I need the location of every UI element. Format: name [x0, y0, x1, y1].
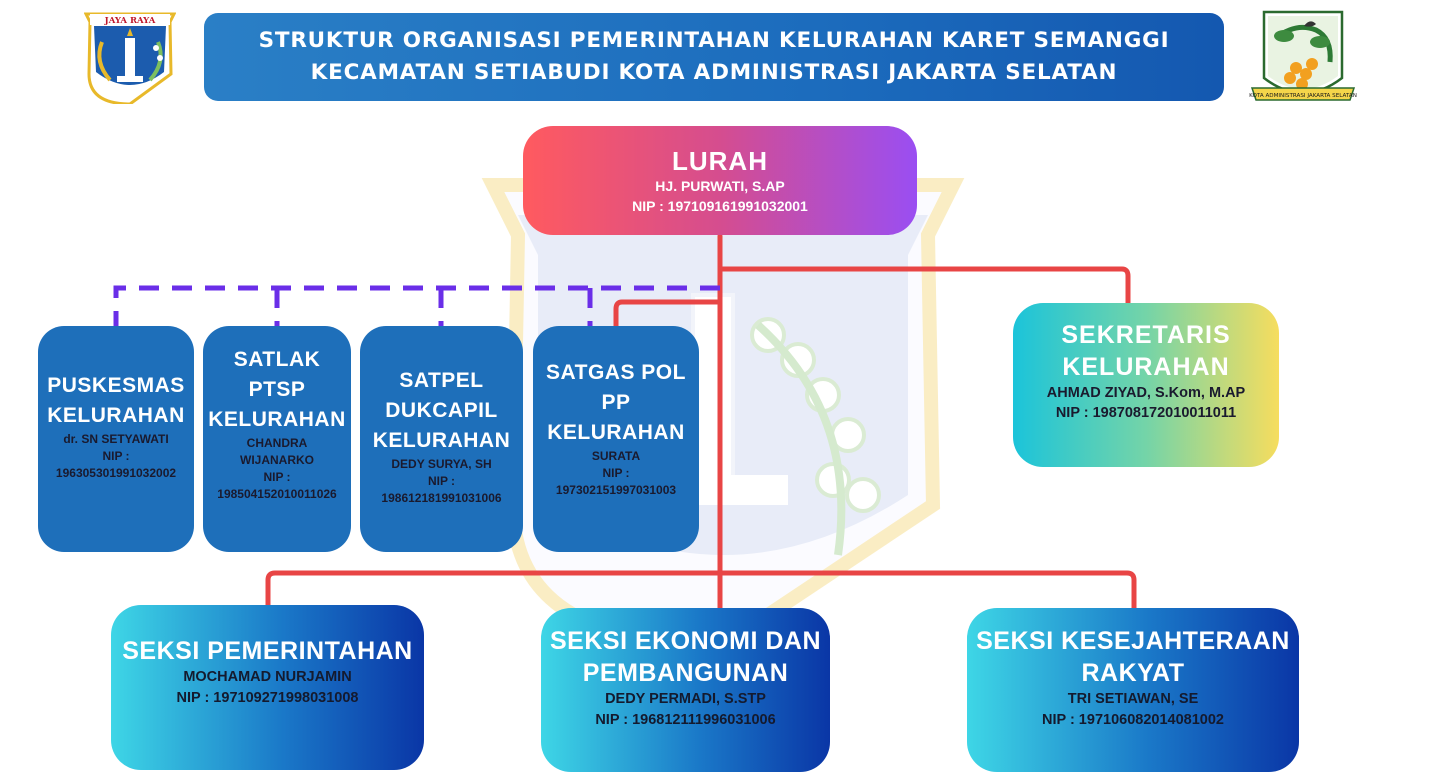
puskesmas-nip-label: NIP :: [102, 449, 130, 463]
satgas-nip-label: NIP :: [602, 466, 630, 480]
seksi-kesra-nip: NIP : 197106082014081002: [1042, 712, 1224, 728]
satlak-name-line-2: WIJANARKO: [240, 453, 314, 467]
seksi-kesra-box: [967, 608, 1299, 772]
lurah-name: HJ. PURWATI, S.AP: [655, 178, 785, 194]
satlak-title-line-2: PTSP: [248, 378, 306, 401]
line-seksi-bus: [268, 573, 1134, 608]
satgas-title-line-1: SATGAS POL: [546, 361, 686, 384]
puskesmas-nip-value: 196305301991032002: [55, 466, 177, 480]
satpel-title-line-3: KELURAHAN: [372, 429, 511, 452]
seksi-ekonomi-nip: NIP : 196812111996031006: [595, 712, 776, 728]
puskesmas-title-line-1: PUSKESMAS: [47, 374, 185, 397]
sekretaris-title-line-2: KELURAHAN: [1062, 353, 1230, 381]
title-line-2: KECAMATAN SETIABUDI KOTA ADMINISTRASI JAKARTA SELATAN: [310, 60, 1118, 85]
satlak-title-line-1: SATLAK: [233, 348, 321, 371]
title-line-1: STRUKTUR ORGANISASI PEMERINTAHAN KELURAHAN KARET SEMANGGI: [258, 28, 1170, 53]
seksi-ekonomi-box: [541, 608, 830, 772]
lurah-box: [523, 126, 917, 235]
jakarta-selatan-logo: [1246, 8, 1360, 116]
satpel-nip-value: 198612181991031006: [381, 491, 502, 505]
line-to-sekretaris: [720, 269, 1128, 303]
satgas-box: [533, 326, 699, 552]
puskesmas-name: dr. SN SETYAWATI: [63, 432, 169, 446]
sekretaris-name: AHMAD ZIYAD, S.Kom, M.AP: [1046, 385, 1246, 401]
satlak-title-line-3: KELURAHAN: [208, 408, 346, 431]
satpel-box: [360, 326, 523, 552]
seksi-pemerintahan-name: MOCHAMAD NURJAMIN: [183, 669, 352, 685]
sekretaris-title-line-1: SEKRETARIS: [1061, 321, 1231, 349]
seksi-kesra-title-line-2: RAKYAT: [1081, 659, 1185, 687]
seksi-ekonomi-name: DEDY PERMADI, S.STP: [605, 691, 766, 707]
seksi-pemerintahan-title: SEKSI PEMERINTAHAN: [122, 637, 413, 665]
satlak-nip-value: 198504152010011026: [217, 487, 337, 501]
logo-ribbon-text: KOTA ADMINISTRASI JAKARTA SELATAN: [1249, 93, 1357, 99]
satgas-title-line-3: KELURAHAN: [547, 421, 685, 444]
line-to-satgas: [616, 302, 720, 326]
seksi-ekonomi-title-line-1: SEKSI EKONOMI DAN: [549, 627, 822, 655]
seksi-ekonomi-title-line-2: PEMBANGUNAN: [582, 659, 789, 687]
seksi-kesra-title-line-1: SEKSI KESEJAHTERAAN: [976, 627, 1290, 655]
sekretaris-nip: NIP : 198708172010011011: [1055, 405, 1237, 421]
puskesmas-box: [38, 326, 194, 552]
puskesmas-title-line-2: KELURAHAN: [47, 404, 185, 427]
page-title-banner: [204, 13, 1224, 101]
dki-jakarta-logo: [84, 12, 176, 104]
seksi-pemerintahan-box: [111, 605, 424, 770]
satlak-nip-label: NIP :: [263, 470, 291, 484]
satpel-name: DEDY SURYA, SH: [391, 457, 492, 471]
lurah-nip: NIP : 197109161991032001: [632, 198, 808, 214]
satgas-title-line-2: PP: [601, 391, 631, 414]
satgas-nip-value: 197302151997031003: [555, 483, 677, 497]
lurah-title: LURAH: [672, 146, 768, 176]
satpel-title-line-1: SATPEL: [399, 369, 484, 392]
seksi-kesra-name: TRI SETIAWAN, SE: [1067, 691, 1199, 707]
sekretaris-box: [1013, 303, 1279, 467]
satpel-title-line-2: DUKCAPIL: [385, 399, 498, 422]
logo-banner-text: JAYA RAYA: [104, 16, 156, 26]
satlak-name-line-1: CHANDRA: [246, 436, 308, 450]
dashed-coordination-bus: [116, 288, 720, 326]
satgas-name: SURATA: [591, 449, 641, 463]
seksi-pemerintahan-nip: NIP : 197109271998031008: [176, 690, 359, 706]
satpel-nip-label: NIP :: [427, 474, 456, 488]
satlak-box: [203, 326, 351, 552]
